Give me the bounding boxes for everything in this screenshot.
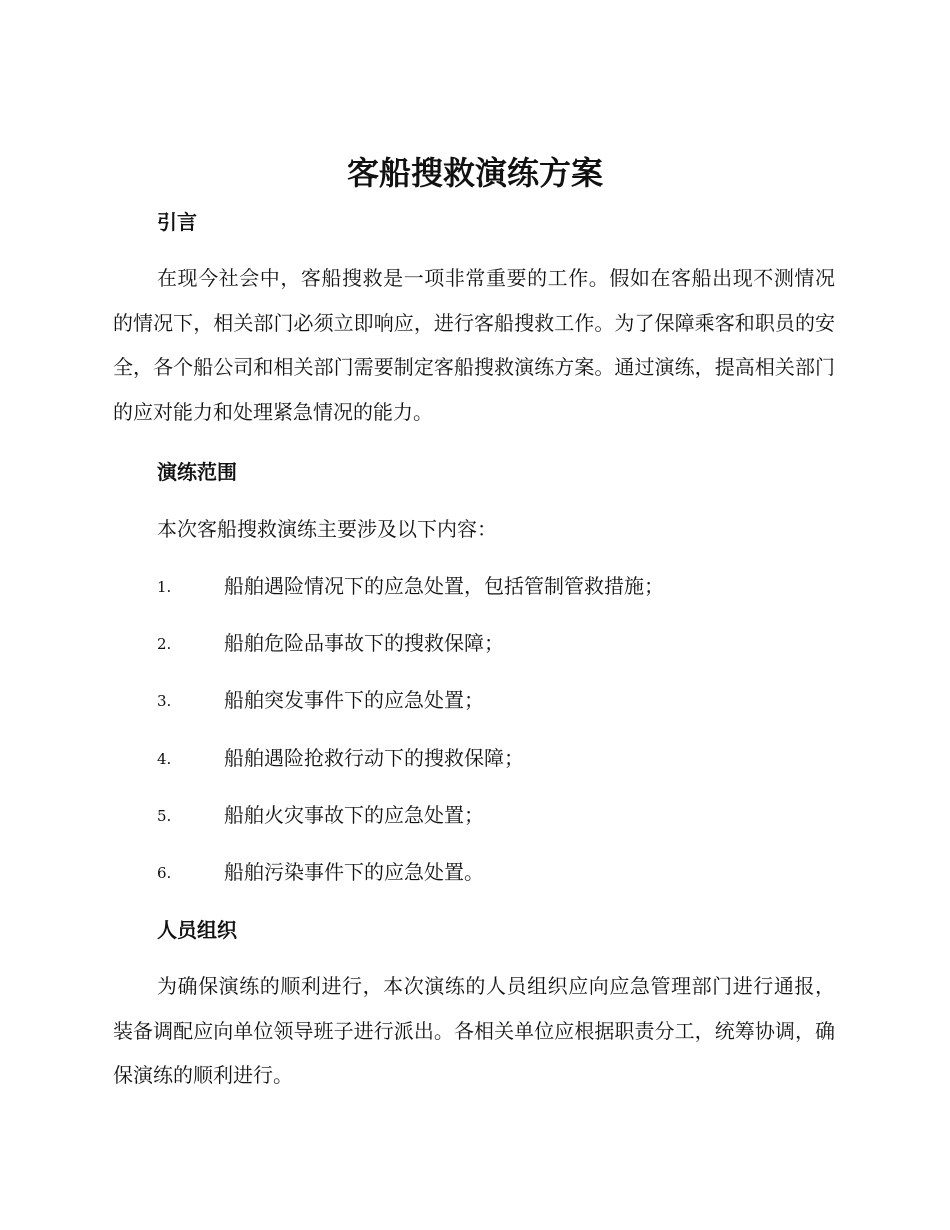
list-item-text: 船舶火灾事故下的应急处置； [224, 803, 484, 827]
drill-scope-intro: 本次客船搜救演练主要涉及以下内容： [157, 517, 497, 541]
list-item-text: 船舶突发事件下的应急处置； [224, 688, 484, 712]
list-item-text: 船舶遇险抢救行动下的搜救保障； [224, 746, 524, 770]
section-heading-personnel-organization: 人员组织 [157, 918, 237, 942]
list-item [157, 858, 857, 888]
section-heading-introduction: 引言 [157, 210, 197, 234]
document-title: 客船搜救演练方案 [346, 154, 603, 192]
list-item-text: 船舶危险品事故下的搜救保障； [224, 631, 504, 655]
personnel-organization-paragraph: 为确保演练的顺利进行，本次演练的人员组织应向应急管理部门进行通报，装备调配应向单位领导班子进行派出。各相关单位应根据职责分工，统筹协调，确保演练的顺利进行。 [113, 974, 835, 1087]
list-item-text: 船舶遇险情况下的应急处置，包括管制管救措施； [224, 574, 664, 598]
list-item [157, 572, 857, 602]
list-item [157, 744, 857, 774]
introduction-paragraph: 在现今社会中，客船搜救是一项非常重要的工作。假如在客船出现不测情况的情况下，相关部门必须立即响应，进行客船搜救工作。为了保障乘客和职员的安全，各个船公司和相关部门需要制定客船搜救演练方案。通过演练，提高相关部门的应对能力和处理紧急情况的能力。 [113, 266, 835, 424]
list-item [157, 801, 857, 831]
section-heading-drill-scope: 演练范围 [157, 460, 237, 484]
list-item-number: 1. [157, 578, 172, 596]
list-item-number: 2. [157, 635, 172, 653]
list-item [157, 686, 857, 716]
list-item-number: 3. [157, 692, 172, 710]
list-item-text: 船舶污染事件下的应急处置。 [224, 860, 484, 884]
list-item-number: 4. [157, 750, 172, 768]
list-item-number: 5. [157, 807, 172, 825]
list-item [157, 629, 857, 659]
list-item-number: 6. [157, 864, 172, 882]
